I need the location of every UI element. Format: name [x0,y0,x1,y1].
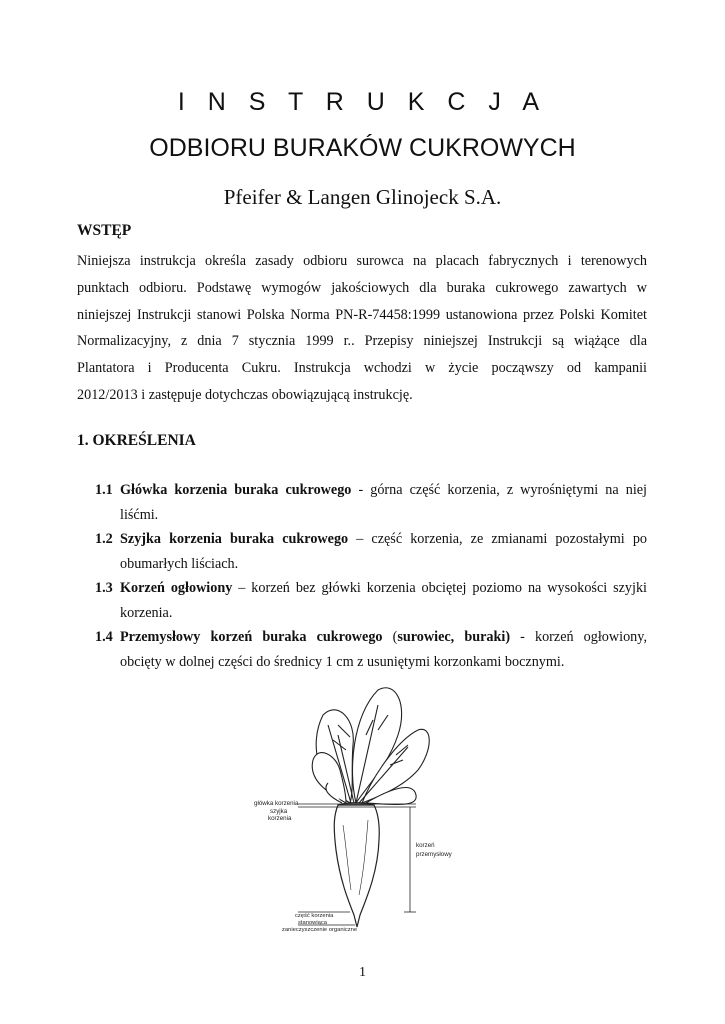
beet-root [334,803,379,927]
label-bottom-1: część korzenia [295,913,334,919]
definition-number: 1.1 [95,482,113,498]
definition-item [95,576,647,625]
definition-number: 1.4 [95,629,113,645]
definition-line: korzenia. [120,604,173,621]
intro-line: niniejszej Instrukcji stanowi Polska Norma PN-R-74458:1999 ustanowiona przez Polski Komitet [77,306,647,323]
definition-line: obcięty w dolnej części do średnicy 1 cm z usuniętymi korzonkami bocznymi. [120,653,565,670]
page-number: 1 [359,965,366,980]
label-szyjka-2: korzenia [268,815,292,822]
definition-term: Przemysłowy korzeń buraka cukrowego [120,629,383,645]
label-szyjka-1: szyjka [270,808,288,815]
definition-line [120,625,647,650]
definition-text: - górna część korzenia, z wyrośniętymi na niej [351,482,647,498]
definition-line [120,478,647,503]
definition-text: - korzeń ogłowiony, [510,629,647,645]
intro-line: Plantatora i Producenta Cukru. Instrukcja wchodzi w życie począwszy od kampanii [77,360,647,377]
definition-term: Szyjka korzenia buraka cukrowego [120,531,349,547]
label-bottom-3: zanieczyszczenie organiczne [282,927,358,933]
label-glowka: główka korzenia [254,800,299,807]
title-instrukcja: I N S T R U K C J A [177,88,548,116]
intro-paragraph [77,248,647,409]
definition-text: – korzeń bez główki korzenia obciętej poziomo na wysokości szyjki [232,580,647,596]
definition-text: – część korzenia, ze zmianami pozostałymi po [348,531,648,547]
definition-line: obumarłych liściach. [120,555,239,572]
definition-line [120,527,647,552]
intro-line: Normalizacyjny, z dnia 7 stycznia 1999 r.. Przepisy niniejszej Instrukcji są wiążące dla [77,333,647,350]
title-subtitle: ODBIORU BURAKÓW CUKROWYCH [149,134,576,162]
definition-number: 1.3 [95,580,113,596]
intro-line: 2012/2013 i zastępuje dotychczas obowiązującą instrukcję. [77,386,413,403]
intro-line: punktach odbioru. Podstawę wymogów jakościowych dla buraka cukrowego zawartych w [77,279,647,296]
definitions-list [95,478,647,674]
intro-line: Niniejsza instrukcja określa zasady odbioru surowca na placach fabrycznych i terenowych [77,253,647,269]
sugar-beet-diagram [238,675,488,945]
company-name: Pfeifer & Langen Glinojeck S.A. [223,185,502,209]
label-korzen-1: korzeń [416,842,435,849]
definition-term-alt: surowiec, buraki) [397,629,511,645]
definition-line [120,576,647,601]
definition-item [95,625,647,674]
definition-term: Główka korzenia buraka cukrowego [120,482,352,498]
definition-item [95,527,647,576]
definition-paren: ( [382,629,398,645]
definition-term: Korzeń ogłowiony [120,580,233,596]
label-korzen-2: przemysłowy [416,851,452,858]
label-bottom-2: stanowiąca [298,920,328,926]
definition-item [95,478,647,527]
beet-leaves [312,688,429,805]
definition-number: 1.2 [95,531,113,547]
definition-line: liśćmi. [120,506,159,523]
heading-wstep: WSTĘP [77,222,132,239]
heading-okreslenia: 1. OKREŚLENIA [77,432,196,449]
